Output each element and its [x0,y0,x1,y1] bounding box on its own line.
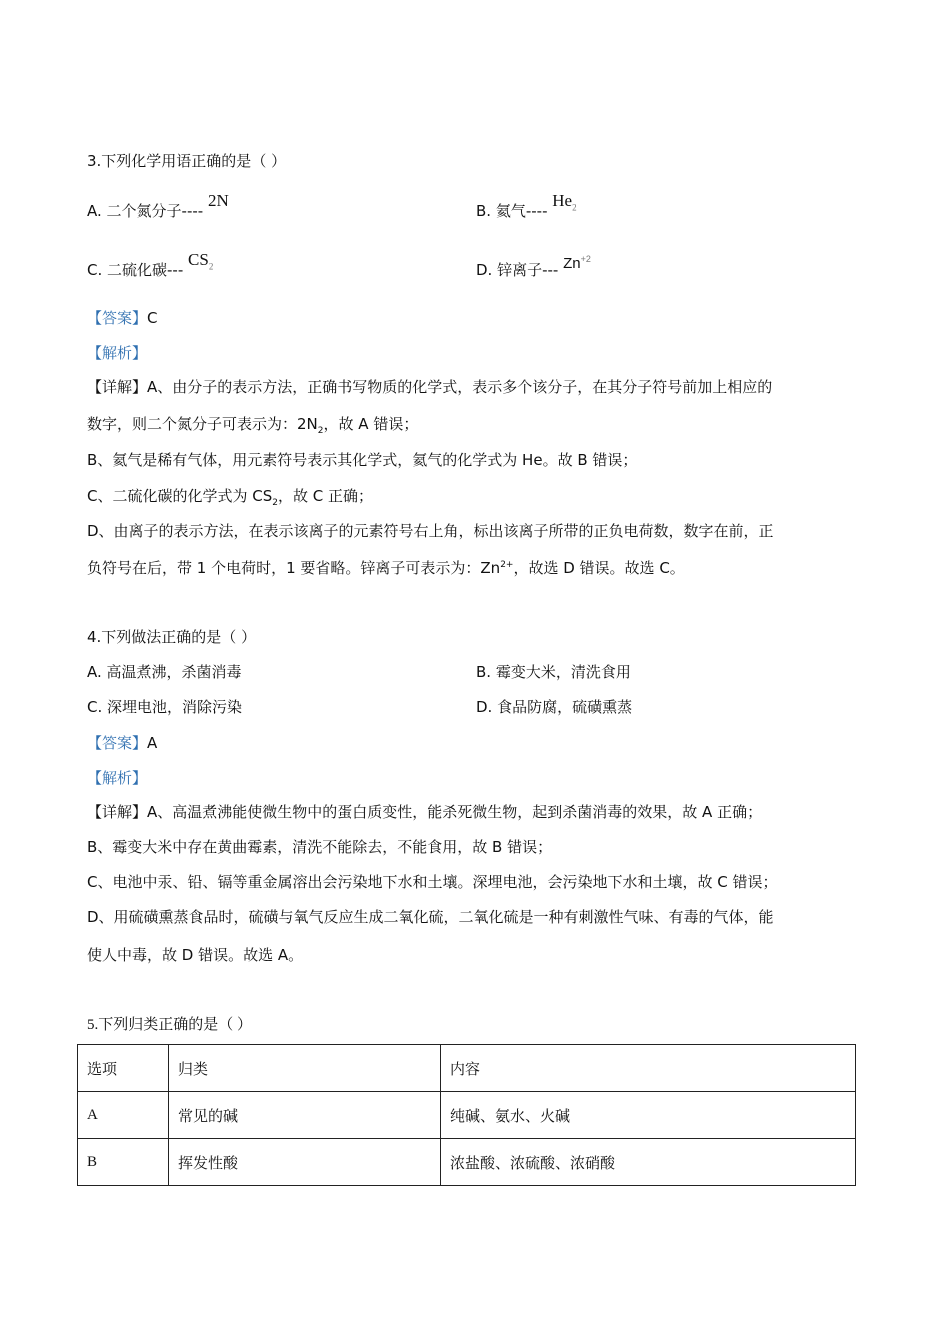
q3-option-c-formula: $CS_2$ [188,250,214,272]
q3-option-a-formula: 2N [207,191,229,210]
q3-answer [87,307,158,328]
q4-detail-c: C、电池中汞、铅、镉等重金属溶出会污染地下水和土壤。深埋电池，会污染地下水和土壤，故 C 错误； [87,873,778,891]
q3-detail-d-line1: D、由离子的表示方法，在表示该离子的元素符号右上角，标出该离子所带的正负电荷数，数字在前，正 [87,522,774,540]
q5-classification-table [77,1044,856,1186]
table-header-cell: 内容 [441,1045,856,1092]
table-cell: 常见的碱 [169,1092,441,1139]
q3-analysis-tag: 【解析】 [87,344,148,362]
q4-option-b: B. 霉变大米，清洗食用 [476,663,631,681]
q3-stem: 3.下列化学用语正确的是（ ） [87,152,287,170]
q4-detail-d-line1: D、用硫磺熏蒸食品时，硫磺与氧气反应生成二氧化硫，二氧化硫是一种有刺激性气味、有毒的气体，能 [87,908,774,926]
q3-detail-c: C、二硫化碳的化学式为 $CS_2$，故 C 正确； [87,487,373,508]
table-cell: B [78,1139,169,1186]
q3-option-b [476,191,577,222]
q3-option-d-label: D. 锌离子--- [476,261,559,279]
table-row [78,1092,856,1139]
q3-detail-d-line2: 负符号在后，带 1 个电荷时，1 要省略。锌离子可表示为：$Zn^{2+}$，故选 D 错误。故选 C。 [87,559,685,577]
q3-option-c [87,250,214,281]
q3-option-b-formula: $He_2$ [552,191,577,213]
answer-tag: 【答案】 [87,309,148,327]
q3-detail-a-line2: 数字，则二个氮分子可表示为：$2N_2$，故 A 错误； [87,415,419,436]
q3-option-a-label: A. 二个氮分子---- [87,202,204,220]
q4-option-c: C. 深埋电池，消除污染 [87,698,243,716]
q3-detail-a-line1: 【详解】A、由分子的表示方法，正确书写物质的化学式，表示多个该分子，在其分子符号前加上相应的 [87,378,773,396]
q4-option-d: D. 食品防腐，硫磺熏蒸 [476,698,633,716]
detail-tag: 【详解】 [87,803,148,821]
table-header-row [78,1045,856,1092]
table-row [78,1139,856,1186]
table-cell: 浓盐酸、浓硫酸、浓硝酸 [441,1139,856,1186]
q3-option-d [476,254,591,280]
q5-stem: 5.下列归类正确的是（ ） [87,1017,253,1033]
table-cell: 纯碱、氨水、火碱 [441,1092,856,1139]
detail-tag: 【详解】 [87,378,148,396]
answer-value: A [147,734,158,752]
q3-option-d-formula: $Zn^{+2}$ [563,254,591,272]
q3-option-a [87,191,229,221]
q3-option-c-label: C. 二硫化碳--- [87,261,184,279]
q4-analysis-tag: 【解析】 [87,769,148,787]
q4-detail-b: B、霉变大米中存在黄曲霉素，清洗不能除去，不能食用，故 B 错误； [87,838,553,856]
q3-option-b-label: B. 氦气---- [476,202,548,220]
table-header-cell: 归类 [169,1045,441,1092]
table-header-cell: 选项 [78,1045,169,1092]
q4-detail-d-line2: 使人中毒，故 D 错误。故选 A。 [87,946,304,964]
table-cell: 挥发性酸 [169,1139,441,1186]
answer-value: C [147,309,158,327]
answer-tag: 【答案】 [87,734,148,752]
table-cell: A [78,1092,169,1139]
q4-answer [87,732,157,753]
q3-detail-b: B、氦气是稀有气体，用元素符号表示其化学式，氦气的化学式为 He。故 B 错误； [87,451,638,469]
q4-option-a: A. 高温煮沸，杀菌消毒 [87,663,242,681]
q4-detail-a: 【详解】A、高温煮沸能使微生物中的蛋白质变性，能杀死微生物，起到杀菌消毒的效果，故 A 正确； [87,803,763,821]
q4-stem: 4.下列做法正确的是（ ） [87,628,257,646]
